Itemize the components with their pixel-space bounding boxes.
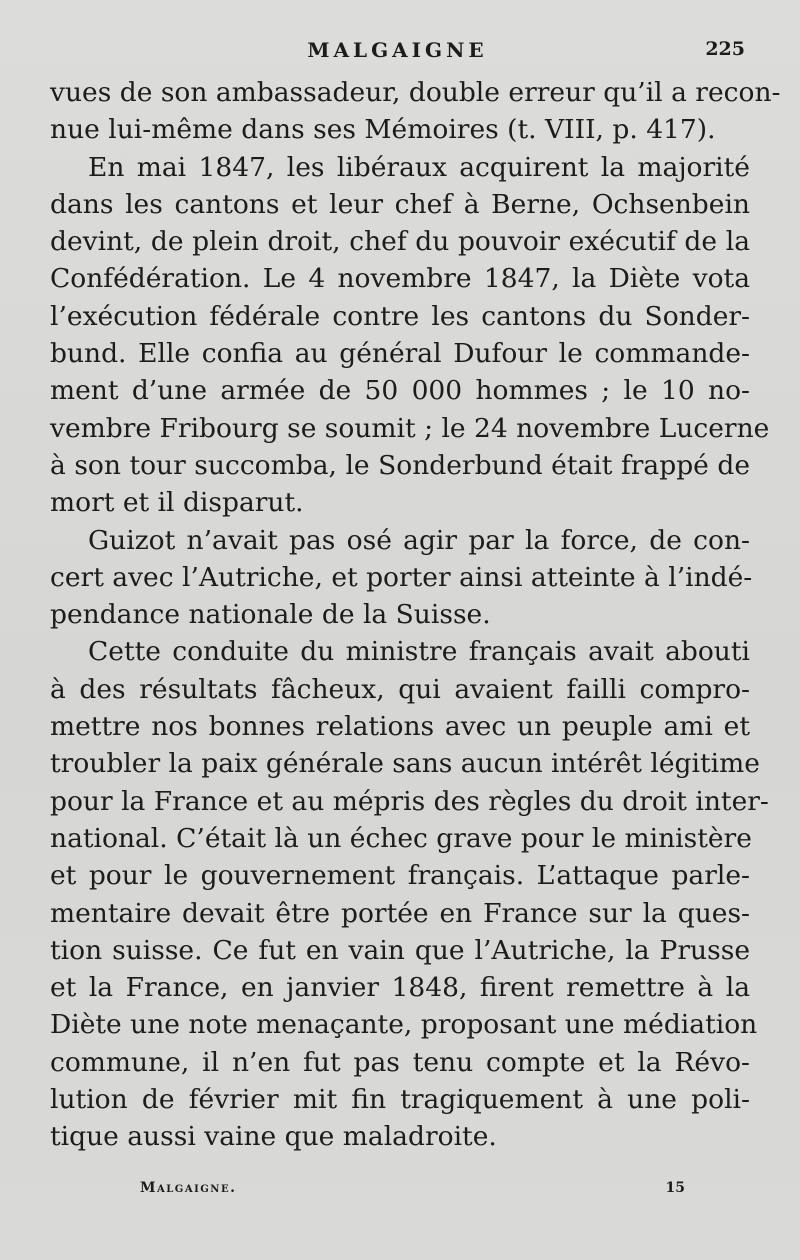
- text-line: à son tour succomba, le Sonderbund était frappé de: [50, 449, 750, 481]
- page-header: [50, 38, 745, 70]
- text-line: dans les cantons et leur chef à Berne, Ochsenbein: [50, 188, 750, 220]
- page-number: 225: [705, 38, 745, 60]
- page-footer: [140, 1180, 685, 1204]
- text-line: lution de février mit fin tragiquement à une poli-: [50, 1084, 750, 1116]
- text-line: à des résultats fâcheux, qui avaient failli compro-: [50, 673, 750, 705]
- text-line: ment d’une armée de 50 000 hommes ; le 10 no-: [50, 375, 750, 407]
- text-line: nue lui-même dans ses Mémoires (t. VIII, p. 417).: [50, 114, 716, 146]
- text-line: vues de son ambassadeur, double erreur qu’il a recon-: [50, 77, 781, 108]
- text-line: troubler la paix générale sans aucun intérêt légitime: [50, 748, 760, 780]
- text-line: l’exécution fédérale contre les cantons du Sonder-: [50, 300, 750, 332]
- text-line: mettre nos bonnes relations avec un peuple ami et: [50, 711, 750, 743]
- text-line: et pour le gouvernement français. L’attaque parle-: [50, 860, 750, 892]
- text-line: commune, il n’en fut pas tenu compte et la Révo-: [50, 1046, 750, 1078]
- text-line: devint, de plein droit, chef du pouvoir exécutif de la: [50, 226, 750, 258]
- sheet-number: 15: [665, 1180, 685, 1196]
- text-line: Cette conduite du ministre français avait abouti: [88, 636, 750, 668]
- paragraph: [50, 149, 770, 522]
- text-line: national. C’était là un échec grave pour le ministère: [50, 822, 752, 854]
- text-line: cert avec l’Autriche, et porter ainsi atteinte à l’indé-: [50, 561, 753, 593]
- printer-signature: Malgaigne.: [140, 1180, 237, 1196]
- text-line: Diète une note menaçante, proposant une médiation: [50, 1009, 758, 1041]
- text-line: pour la France et au mépris des règles du droit inter-: [50, 785, 769, 817]
- text-line: bund. Elle confia au général Dufour le commande-: [50, 338, 750, 370]
- running-title: MALGAIGNE: [307, 38, 488, 62]
- body-text: [50, 74, 781, 1156]
- text-line: tion suisse. Ce fut en vain que l’Autriche, la Prusse: [50, 934, 750, 966]
- paragraph: [50, 633, 769, 1155]
- text-line: En mai 1847, les libéraux acquirent la majorité: [88, 151, 750, 183]
- text-line: pendance nationale de la Suisse.: [50, 599, 491, 631]
- text-line: mort et il disparut.: [50, 487, 304, 519]
- text-line: Guizot n’avait pas osé agir par la force, de con-: [88, 524, 750, 556]
- text-line: et la France, en janvier 1848, firent remettre à la: [50, 972, 750, 1004]
- text-line: Confédération. Le 4 novembre 1847, la Diète vota: [50, 263, 750, 295]
- paragraph: [50, 522, 753, 634]
- text-line: mentaire devait être portée en France sur la ques-: [50, 897, 750, 929]
- paragraph: [50, 74, 781, 149]
- text-line: vembre Fribourg se soumit ; le 24 novembre Lucerne: [50, 412, 770, 444]
- text-line: tique aussi vaine que maladroite.: [50, 1121, 497, 1153]
